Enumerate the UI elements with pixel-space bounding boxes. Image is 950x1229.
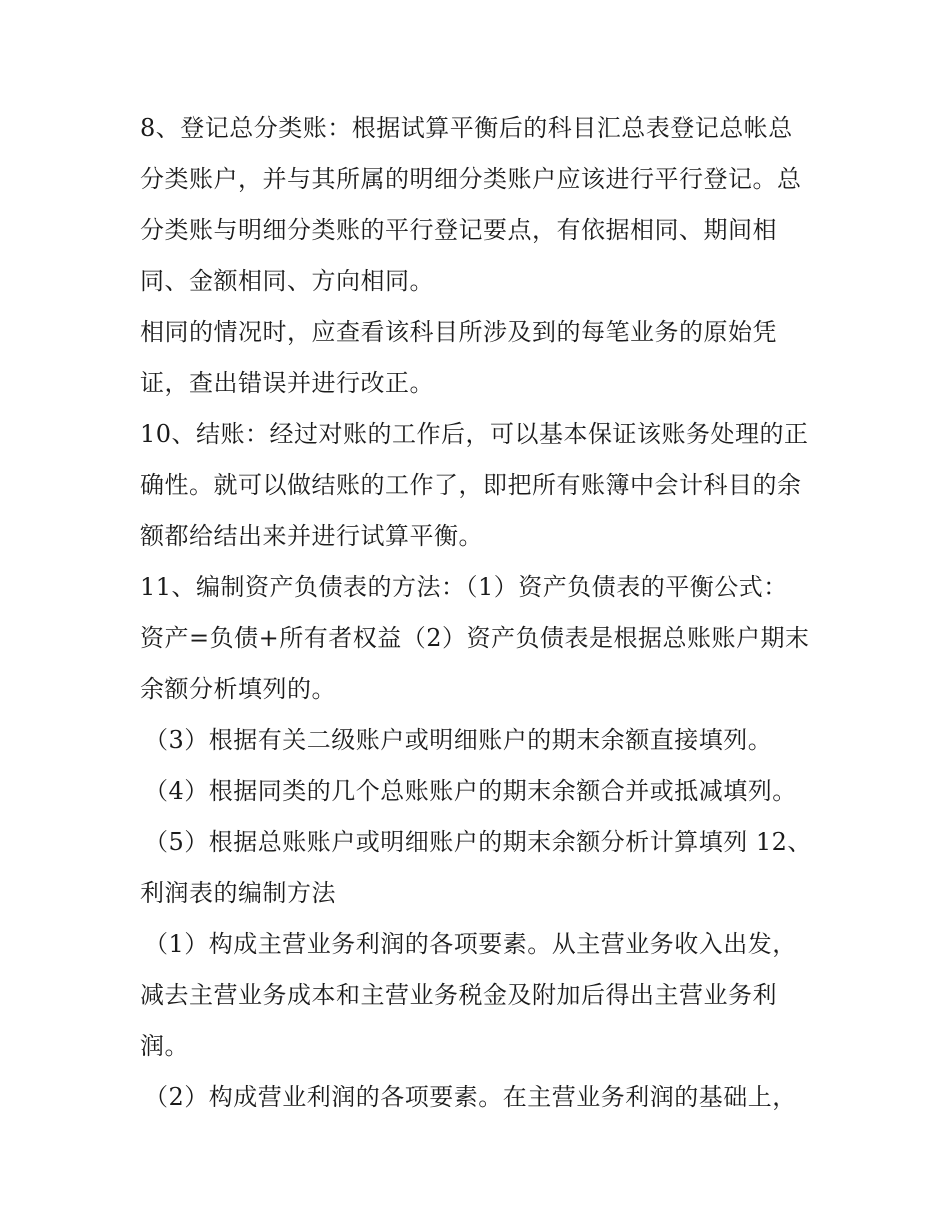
paragraph-line: （4）根据同类的几个总账账户的期末余额合并或抵减填列。: [144, 777, 797, 805]
paragraph-line: （1）构成主营业务利润的各项要素。从主营业务收入出发，: [144, 930, 797, 958]
paragraph-line: 分类账与明细分类账的平行登记要点，有依据相同、期间相: [140, 216, 777, 244]
paragraph-line: 证，查出错误并进行改正。: [140, 369, 434, 397]
paragraph-line: 同、金额相同、方向相同。: [140, 267, 434, 295]
paragraph-line: （2）构成营业利润的各项要素。在主营业务利润的基础上，: [144, 1083, 797, 1111]
paragraph-line: （5）根据总账账户或明细账户的期末余额分析计算填列 12、: [144, 828, 812, 856]
paragraph-line: 8、登记总分类账：根据试算平衡后的科目汇总表登记总帐总: [140, 114, 793, 142]
paragraph-line: 分类账户，并与其所属的明细分类账户应该进行平行登记。总: [140, 165, 802, 193]
paragraph-line: 资产=负债+所有者权益（2）资产负债表是根据总账账户期末: [140, 624, 810, 652]
paragraph-line: 相同的情况时，应查看该科目所涉及到的每笔业务的原始凭: [140, 318, 777, 346]
paragraph-line: 确性。就可以做结账的工作了，即把所有账簿中会计科目的余: [140, 471, 802, 499]
paragraph-line: （3）根据有关二级账户或明细账户的期末余额直接填列。: [144, 726, 773, 754]
paragraph-line: 利润表的编制方法: [140, 879, 336, 907]
paragraph-line: 额都给结出来并进行试算平衡。: [140, 522, 483, 550]
paragraph-line: 减去主营业务成本和主营业务税金及附加后得出主营业务利: [140, 981, 777, 1009]
paragraph-line: 余额分析填列的。: [140, 675, 336, 703]
paragraph-line: 润。: [140, 1032, 189, 1060]
paragraph-line: 10、结账：经过对账的工作后，可以基本保证该账务处理的正: [140, 420, 809, 448]
paragraph-line: 11、编制资产负债表的方法：（1）资产负债表的平衡公式：: [140, 573, 788, 601]
